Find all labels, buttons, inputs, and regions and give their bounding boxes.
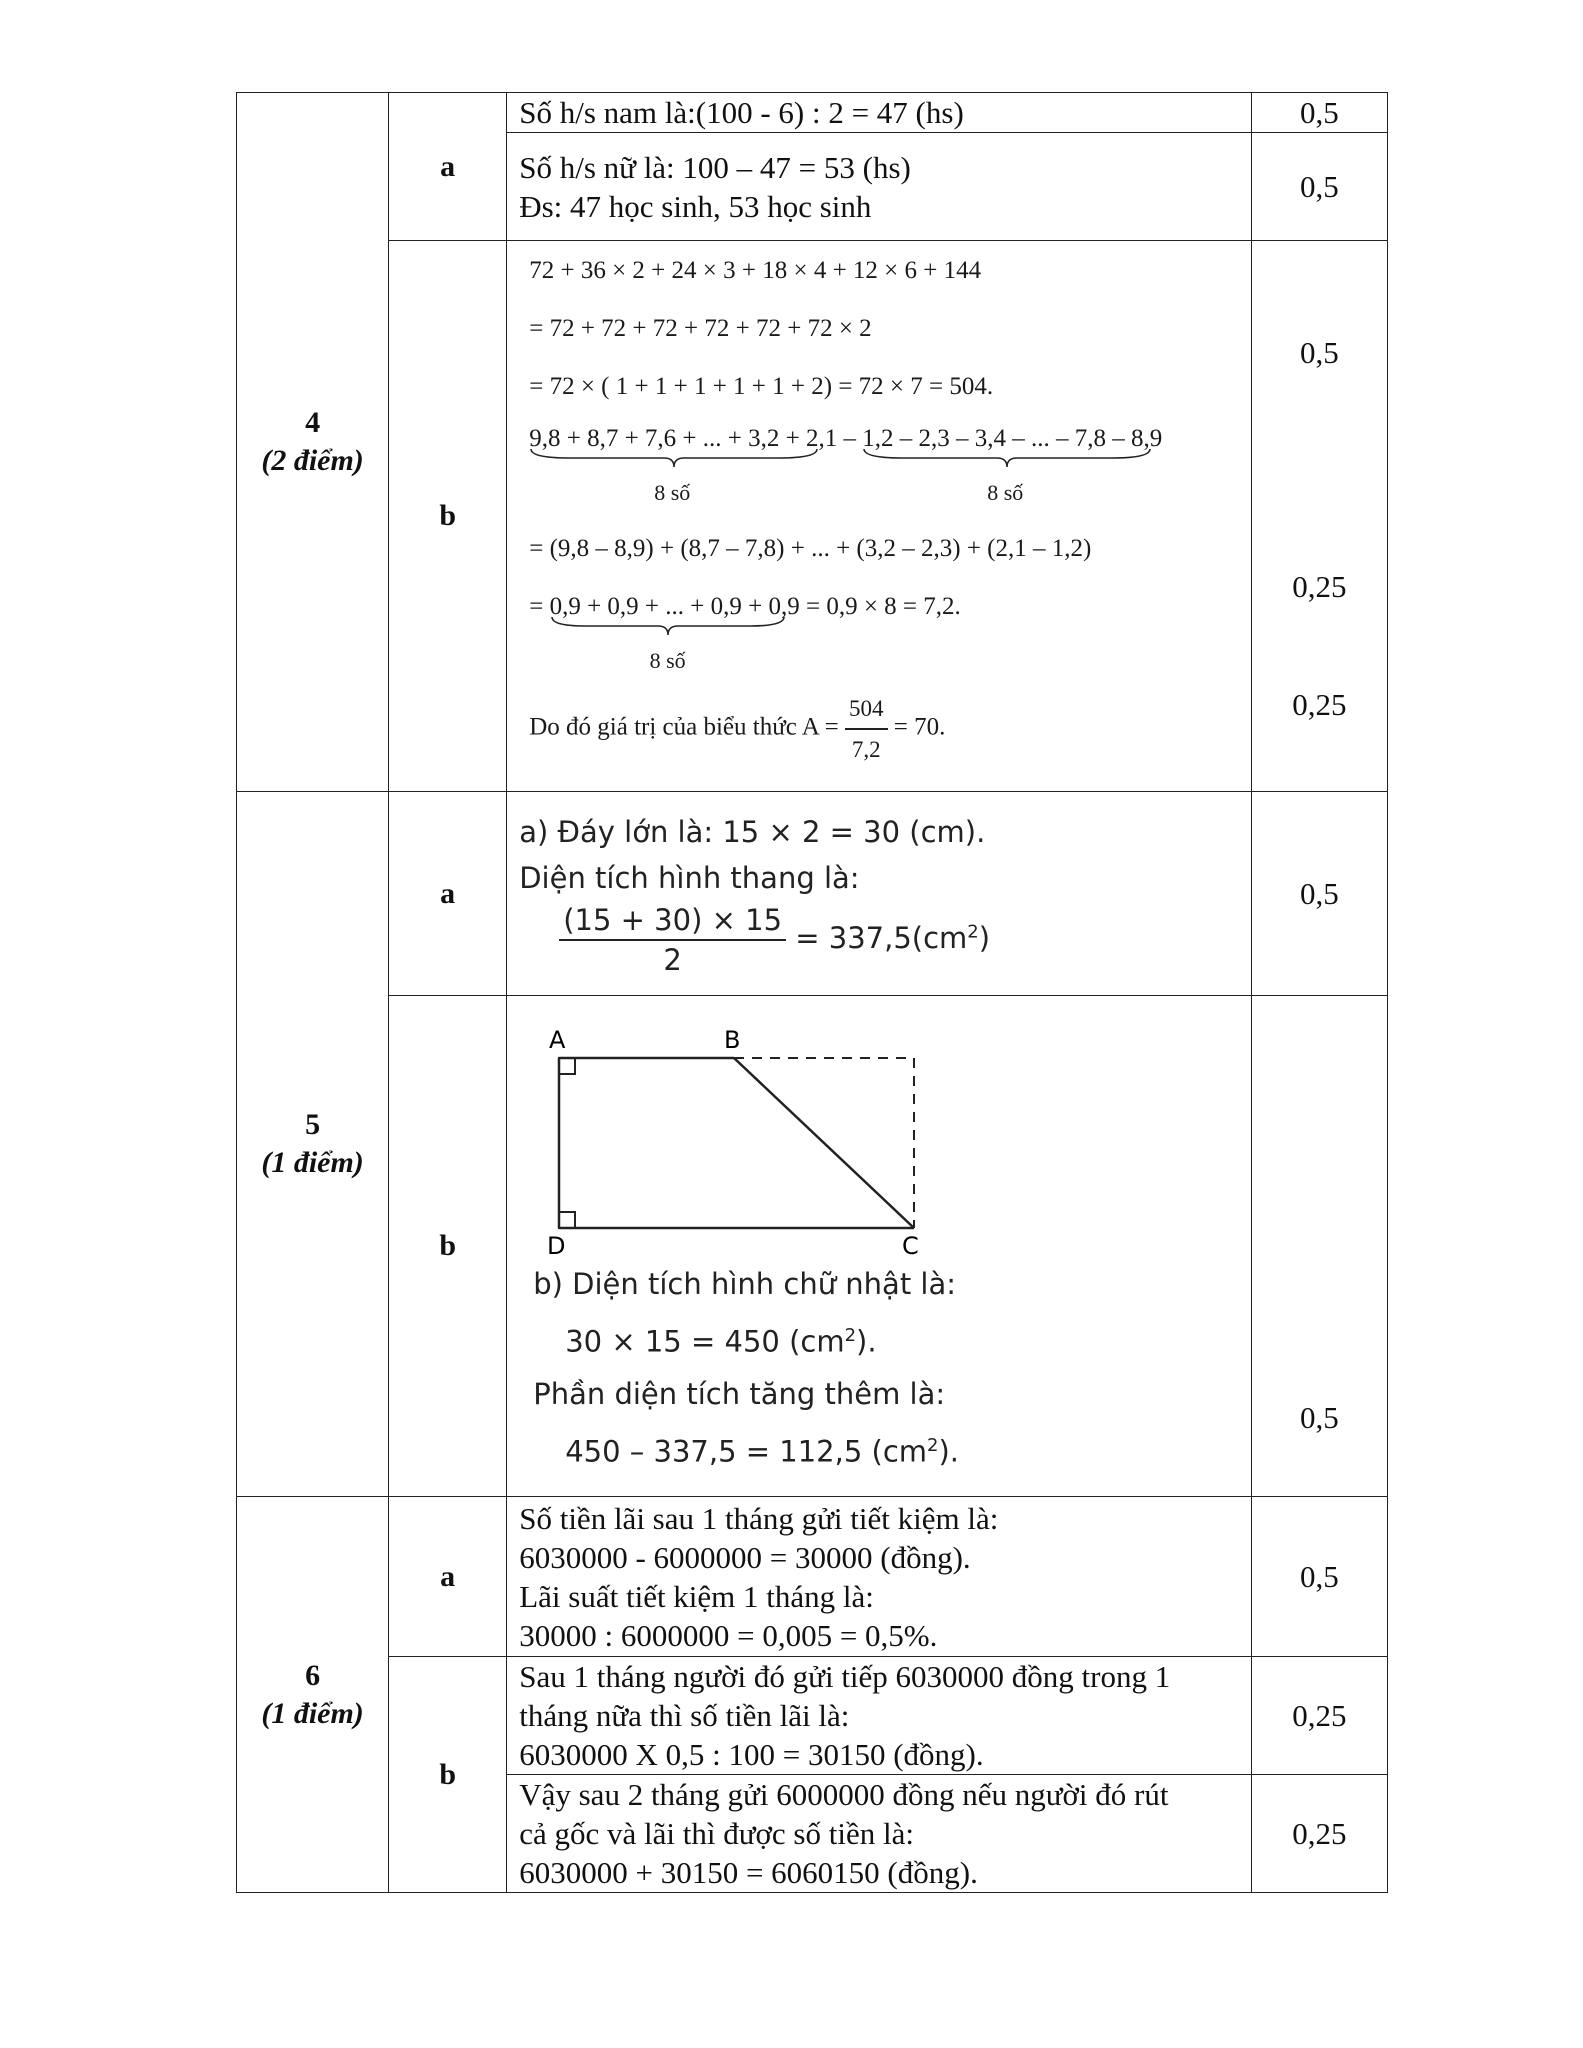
fraction-line xyxy=(519,901,1239,979)
answer-line: Đs: 47 học sinh, 53 học sinh xyxy=(519,188,872,224)
edge-bc xyxy=(734,1058,914,1228)
brace-label: 8 số xyxy=(654,480,691,505)
answer-line: 6030000 + 30150 = 6060150 (đồng). xyxy=(519,1855,978,1890)
table-row xyxy=(237,93,1388,133)
right-angle-icon xyxy=(559,1212,575,1228)
fraction xyxy=(559,901,786,979)
answer-line: 6030000 X 0,5 : 100 = 30150 (đồng). xyxy=(519,1737,984,1772)
solution-line xyxy=(533,1420,959,1478)
score-stack xyxy=(1252,241,1387,791)
vertex-label: D xyxy=(547,1232,566,1256)
answer-line: Số tiền lãi sau 1 tháng gửi tiết kiệm là: xyxy=(519,1500,999,1536)
table-row xyxy=(237,996,1388,1497)
table-row xyxy=(237,1497,1388,1657)
score-cell: 0,5 xyxy=(1251,1497,1387,1657)
answer-cell xyxy=(507,133,1252,241)
question-number: 4 xyxy=(305,406,321,439)
part-label: b xyxy=(389,241,507,792)
math-solution xyxy=(519,241,1239,791)
part-label: b xyxy=(389,996,507,1497)
answer-line: tháng nữa thì số tiền lãi là: xyxy=(519,1698,850,1733)
table-row xyxy=(237,792,1388,996)
answer-cell xyxy=(507,792,1252,996)
right-angle-icon xyxy=(559,1058,575,1074)
question-number: 6 xyxy=(305,1658,321,1692)
brace-term: 0,9 + 0,9 + ... + 0,9 + 0,9 xyxy=(549,593,800,620)
brace-group xyxy=(549,587,800,673)
closing-paren: ) xyxy=(978,920,991,955)
question-points: (2 điểm) xyxy=(261,444,364,477)
question-6-cell xyxy=(237,1497,389,1893)
brace-group-right xyxy=(862,419,1163,505)
underbrace-icon xyxy=(550,615,786,637)
answer-line: Số h/s nam là:(100 - 6) : 2 = 47 (hs) xyxy=(519,95,964,130)
question-points: (1 điểm) xyxy=(261,1696,364,1730)
solution-line: a) Đáy lớn là: 15 × 2 = 30 (cm). xyxy=(519,814,986,849)
part-label: b xyxy=(389,1657,507,1893)
answer-table xyxy=(236,92,1388,1893)
solution-line: Diện tích hình thang là: xyxy=(519,860,860,895)
score-value: 0,25 xyxy=(1292,687,1347,722)
expression: 450 – 337,5 = 112,5 (cm xyxy=(565,1434,928,1469)
superscript: 2 xyxy=(844,1325,857,1346)
fraction-result: = 337,5(cm xyxy=(795,920,968,955)
question-4-cell xyxy=(237,93,389,792)
vertex-label: A xyxy=(549,1026,566,1054)
math-operator: = xyxy=(529,593,544,620)
answer-cell xyxy=(507,1497,1252,1657)
score-value: 0,25 xyxy=(1292,569,1347,604)
fraction-denominator: 2 xyxy=(663,942,682,977)
superscript: 2 xyxy=(927,1434,939,1456)
brace-expression xyxy=(529,587,961,673)
score-stack xyxy=(1252,996,1387,1496)
part-label: a xyxy=(389,792,507,996)
answer-line: 30000 : 6000000 = 0,005 = 0,5%. xyxy=(519,1617,938,1653)
answer-line: Lãi suất tiết kiệm 1 tháng là: xyxy=(519,1578,874,1614)
table-row xyxy=(237,1657,1388,1775)
answer-cell xyxy=(507,241,1252,792)
score-cell: 0,5 xyxy=(1251,133,1387,241)
part-label: a xyxy=(389,93,507,241)
fraction xyxy=(845,689,888,769)
answer-cell xyxy=(507,93,1252,133)
brace-label: 8 số xyxy=(987,480,1024,505)
score-value: 0,5 xyxy=(1300,335,1339,370)
score-cell xyxy=(1251,241,1387,792)
brace-term: 1,2 – 2,3 – 3,4 – ... – 7,8 – 8,9 xyxy=(862,425,1163,452)
math-line: 72 + 36 × 2 + 24 × 3 + 18 × 4 + 12 × 6 + 144 xyxy=(529,257,982,284)
answer-line: Sau 1 tháng người đó gửi tiếp 6030000 đồng trong 1 xyxy=(519,1659,1171,1694)
score-cell: 0,5 xyxy=(1251,792,1387,996)
conclusion-result: = 70. xyxy=(893,713,946,741)
solution-block xyxy=(519,809,1239,979)
underbrace-icon xyxy=(529,447,819,469)
brace-expression xyxy=(529,419,1163,505)
brace-label: 8 số xyxy=(649,648,686,673)
score-cell: 0,25 xyxy=(1251,1775,1387,1893)
score-cell: 0,5 xyxy=(1251,93,1387,133)
question-points: (1 điểm) xyxy=(261,1146,364,1179)
part-label: a xyxy=(389,1497,507,1657)
answer-cell xyxy=(507,1657,1252,1775)
fraction-numerator: (15 + 30) × 15 xyxy=(559,901,786,941)
score-cell: 0,25 xyxy=(1251,1657,1387,1775)
solution-line: Phần diện tích tăng thêm là: xyxy=(533,1376,946,1411)
solution-block xyxy=(519,996,1239,1496)
math-line: = 72 + 72 + 72 + 72 + 72 + 72 × 2 xyxy=(529,315,872,342)
answer-cell xyxy=(507,996,1252,1497)
score-cell xyxy=(1251,996,1387,1497)
answer-line: cả gốc và lãi thì được số tiền là: xyxy=(519,1816,914,1851)
conclusion-text: Do đó giá trị của biểu thức A = xyxy=(529,713,839,741)
question-5-cell xyxy=(237,792,389,1497)
brace-group-left xyxy=(529,419,838,505)
expression: 30 × 15 = 450 (cm xyxy=(565,1324,845,1359)
answer-line: Vậy sau 2 tháng gửi 6000000 đồng nếu người đó rút xyxy=(519,1777,1169,1812)
answer-cell xyxy=(507,1775,1252,1893)
solution-line xyxy=(533,1310,959,1368)
vertex-label: C xyxy=(902,1232,919,1256)
vertex-label: B xyxy=(724,1026,741,1054)
closing-paren: ). xyxy=(856,1324,877,1359)
solution-line: b) Diện tích hình chữ nhật là: xyxy=(533,1267,957,1301)
conclusion-line xyxy=(529,689,945,769)
score-value: 0,5 xyxy=(1300,1400,1339,1435)
fraction-numerator: 504 xyxy=(845,689,888,730)
closing-paren: ). xyxy=(938,1434,960,1469)
question-number: 5 xyxy=(305,1108,321,1141)
table-row xyxy=(237,241,1388,792)
fraction-denominator: 7,2 xyxy=(851,737,881,762)
trapezoid-diagram xyxy=(519,1016,939,1256)
underbrace-icon xyxy=(862,447,1152,469)
brace-term: 9,8 + 8,7 + 7,6 + ... + 3,2 + 2,1 xyxy=(529,425,838,452)
answer-line: 6030000 - 6000000 = 30000 (đồng). xyxy=(519,1539,971,1575)
answer-line: Số h/s nữ là: 100 – 47 = 53 (hs) xyxy=(519,149,911,185)
math-line: = 72 × ( 1 + 1 + 1 + 1 + 1 + 2) = 72 × 7 = 504. xyxy=(529,373,994,400)
math-line: = (9,8 – 8,9) + (8,7 – 7,8) + ... + (3,2 – 2,3) + (2,1 – 1,2) xyxy=(529,535,1092,562)
superscript: 2 xyxy=(967,920,979,942)
brace-operator: – xyxy=(843,425,856,452)
solution-text xyxy=(533,1258,959,1477)
math-result: = 0,9 × 8 = 7,2. xyxy=(805,593,961,620)
